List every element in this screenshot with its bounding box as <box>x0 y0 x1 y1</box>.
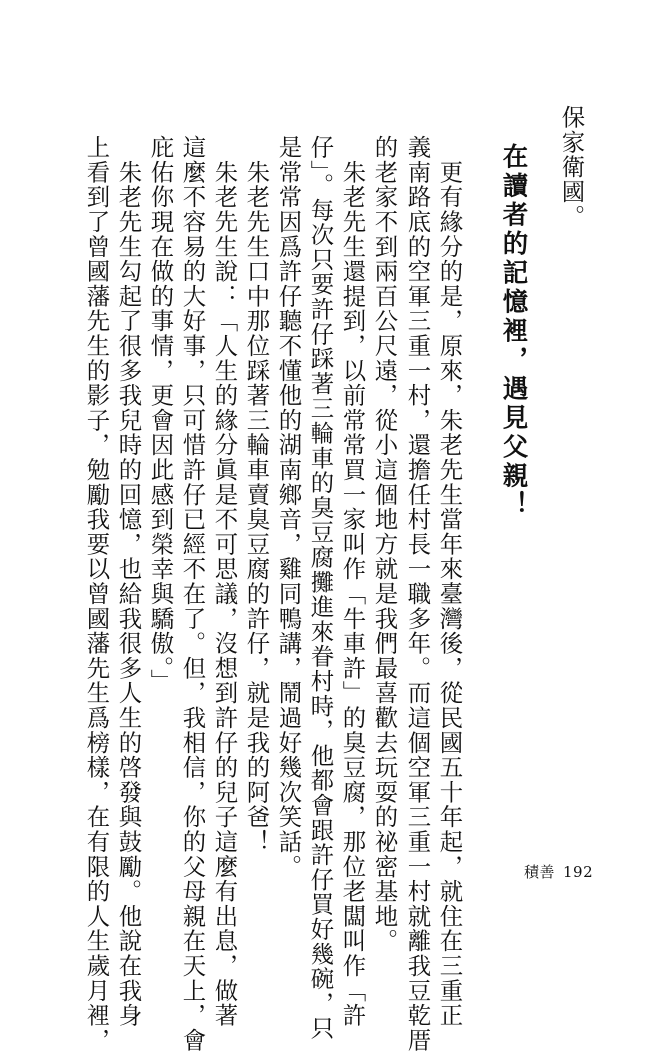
page-number: 192 <box>563 863 594 881</box>
page-footer <box>524 861 593 882</box>
body-text-line: 是常常因爲許仔聽不懂他的湖南鄉音，雞同鴨講，鬧過好幾次笑話。 <box>274 135 303 879</box>
body-text-line: 朱老先生還提到，以前常常買一家叫作「牛車許」的臭豆腐，那位老闆叫作「許 <box>338 135 367 1028</box>
body-text-line: 朱老先生勾起了很多我兒時的回憶，也給我很多人生的啓發與鼓勵。他說在我身 <box>114 135 143 1028</box>
body-text-line: 上看到了曾國藩先生的影子，勉勵我要以曾國藩先生爲榜樣，在有限的人生歲月裡， <box>82 135 111 1053</box>
body-text-line: 仔」。每次只要許仔踩著三輪車的臭豆腐攤進來眷村時，他都會跟許仔買好幾碗，只 <box>306 135 335 1041</box>
body-text-line: 朱老先生口中那位踩著三輪車賣臭豆腐的許仔，就是我的阿爸！ <box>242 135 271 855</box>
body-text-line: 的老家不到兩百公尺遠，從小這個地方就是我們最喜歡去玩耍的祕密基地。 <box>370 135 399 954</box>
body-text-line: 朱老先生說：「人生的緣分眞是不可思議，沒想到許仔的兒子這麼有出息，做著 <box>210 135 239 1028</box>
running-title: 積善 <box>524 863 556 881</box>
body-text-line: 義南路底的空軍三重一村，還擔任村長一職多年。而這個空軍三重一村就離我豆乾厝 <box>403 135 432 1053</box>
intro-text-line: 保家衛國。 <box>557 105 586 229</box>
body-text-line: 庇佑你現在做的事情，更會因此感到榮幸與驕傲。」 <box>146 135 175 694</box>
body-text-line: 更有緣分的是，原來，朱老先生當年來臺灣後，從民國五十年起，就住在三重正 <box>435 135 464 1028</box>
body-text-line: 這麼不容易的大好事，只可惜許仔已經不在了。但，我相信，你的父母親在天上，會 <box>178 135 207 1053</box>
section-heading: 在讀者的記憶裡，遇見父親！ <box>498 143 529 520</box>
